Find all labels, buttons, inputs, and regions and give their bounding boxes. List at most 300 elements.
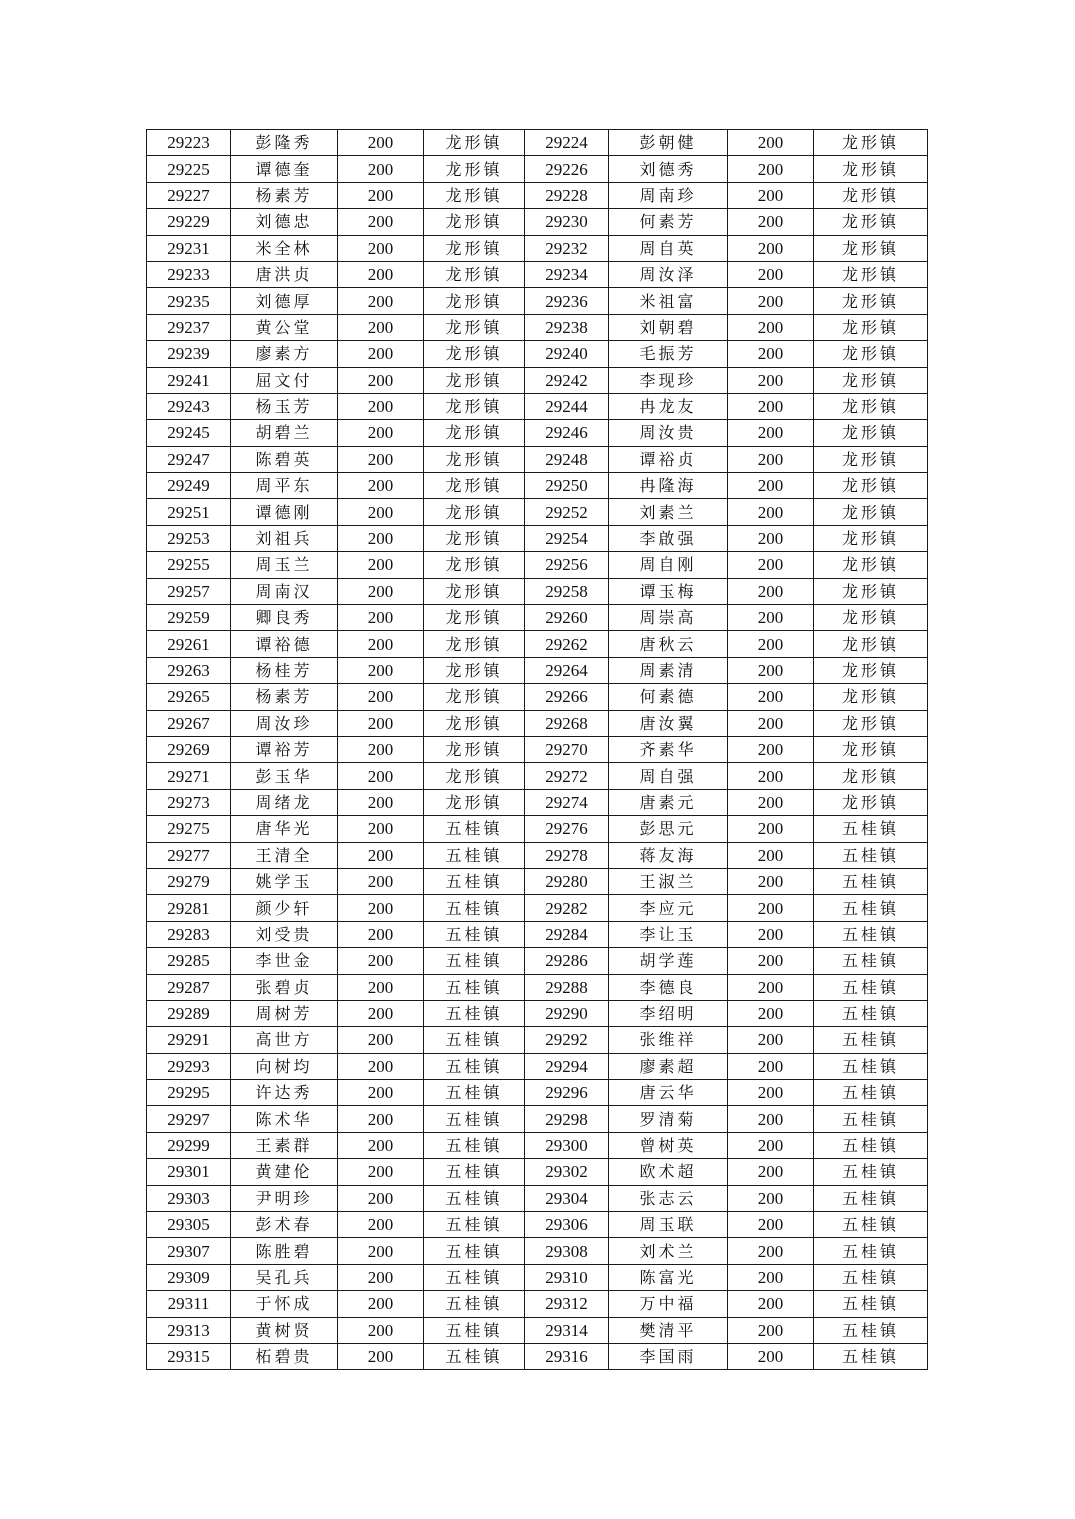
record-id-cell: 29252 [525,499,609,525]
table-row [147,130,928,156]
record-id-cell: 29223 [147,130,231,156]
record-id-cell: 29271 [147,763,231,789]
person-name-cell: 胡学莲 [609,948,728,974]
table-row [147,684,928,710]
table-row [147,631,928,657]
record-id-cell: 29305 [147,1212,231,1238]
person-name-cell: 吴孔兵 [231,1264,338,1290]
record-id-cell: 29309 [147,1264,231,1290]
table-row [147,789,928,815]
amount-cell: 200 [728,288,814,314]
record-id-cell: 29276 [525,816,609,842]
town-cell: 五桂镇 [424,868,525,894]
record-id-cell: 29295 [147,1080,231,1106]
amount-cell: 200 [728,1027,814,1053]
person-name-cell: 周树芳 [231,1000,338,1026]
person-name-cell: 尹明珍 [231,1185,338,1211]
amount-cell: 200 [338,499,424,525]
record-id-cell: 29241 [147,367,231,393]
record-id-cell: 29303 [147,1185,231,1211]
person-name-cell: 李世金 [231,948,338,974]
record-id-cell: 29310 [525,1264,609,1290]
person-name-cell: 张维祥 [609,1027,728,1053]
amount-cell: 200 [728,605,814,631]
person-name-cell: 张志云 [609,1185,728,1211]
person-name-cell: 欧术超 [609,1159,728,1185]
town-cell: 龙形镇 [814,578,928,604]
record-id-cell: 29294 [525,1053,609,1079]
person-name-cell: 谭德奎 [231,156,338,182]
record-id-cell: 29306 [525,1212,609,1238]
amount-cell: 200 [338,156,424,182]
amount-cell: 200 [728,1159,814,1185]
roster-table-body [147,130,928,1370]
table-row [147,605,928,631]
record-id-cell: 29251 [147,499,231,525]
record-id-cell: 29315 [147,1343,231,1369]
table-row [147,261,928,287]
town-cell: 五桂镇 [424,842,525,868]
town-cell: 龙形镇 [814,473,928,499]
person-name-cell: 刘受贵 [231,921,338,947]
town-cell: 龙形镇 [424,288,525,314]
table-row [147,367,928,393]
record-id-cell: 29245 [147,420,231,446]
person-name-cell: 周平东 [231,473,338,499]
amount-cell: 200 [338,130,424,156]
record-id-cell: 29300 [525,1132,609,1158]
amount-cell: 200 [338,842,424,868]
person-name-cell: 杨桂芳 [231,657,338,683]
record-id-cell: 29258 [525,578,609,604]
amount-cell: 200 [338,921,424,947]
amount-cell: 200 [728,393,814,419]
person-name-cell: 米祖富 [609,288,728,314]
town-cell: 龙形镇 [424,499,525,525]
person-name-cell: 彭隆秀 [231,130,338,156]
town-cell: 龙形镇 [814,631,928,657]
town-cell: 五桂镇 [814,868,928,894]
person-name-cell: 刘德厚 [231,288,338,314]
amount-cell: 200 [728,499,814,525]
person-name-cell: 冉龙友 [609,393,728,419]
table-row [147,1080,928,1106]
town-cell: 龙形镇 [424,578,525,604]
amount-cell: 200 [728,921,814,947]
town-cell: 五桂镇 [424,1027,525,1053]
person-name-cell: 颜少轩 [231,895,338,921]
town-cell: 龙形镇 [424,314,525,340]
amount-cell: 200 [728,261,814,287]
amount-cell: 200 [338,288,424,314]
record-id-cell: 29296 [525,1080,609,1106]
town-cell: 龙形镇 [814,710,928,736]
person-name-cell: 陈富光 [609,1264,728,1290]
town-cell: 五桂镇 [424,974,525,1000]
amount-cell: 200 [728,1080,814,1106]
person-name-cell: 李德良 [609,974,728,1000]
person-name-cell: 屈文付 [231,367,338,393]
record-id-cell: 29283 [147,921,231,947]
record-id-cell: 29231 [147,235,231,261]
person-name-cell: 周自英 [609,235,728,261]
town-cell: 龙形镇 [814,525,928,551]
record-id-cell: 29269 [147,736,231,762]
person-name-cell: 周绪龙 [231,789,338,815]
town-cell: 五桂镇 [424,1080,525,1106]
town-cell: 龙形镇 [424,684,525,710]
person-name-cell: 彭朝健 [609,130,728,156]
amount-cell: 200 [338,1212,424,1238]
record-id-cell: 29304 [525,1185,609,1211]
amount-cell: 200 [338,209,424,235]
person-name-cell: 樊清平 [609,1317,728,1343]
amount-cell: 200 [338,393,424,419]
town-cell: 五桂镇 [424,1132,525,1158]
town-cell: 龙形镇 [814,182,928,208]
town-cell: 龙形镇 [814,367,928,393]
amount-cell: 200 [728,341,814,367]
record-id-cell: 29316 [525,1343,609,1369]
amount-cell: 200 [338,1159,424,1185]
person-name-cell: 黄公堂 [231,314,338,340]
record-id-cell: 29246 [525,420,609,446]
amount-cell: 200 [728,209,814,235]
person-name-cell: 刘术兰 [609,1238,728,1264]
record-id-cell: 29282 [525,895,609,921]
town-cell: 五桂镇 [814,974,928,1000]
record-id-cell: 29254 [525,525,609,551]
amount-cell: 200 [728,235,814,261]
person-name-cell: 周汝珍 [231,710,338,736]
amount-cell: 200 [338,657,424,683]
amount-cell: 200 [338,1291,424,1317]
table-row [147,1159,928,1185]
town-cell: 五桂镇 [814,1027,928,1053]
town-cell: 五桂镇 [814,1343,928,1369]
amount-cell: 200 [338,1080,424,1106]
town-cell: 龙形镇 [814,446,928,472]
table-row [147,1132,928,1158]
record-id-cell: 29230 [525,209,609,235]
person-name-cell: 陈胜碧 [231,1238,338,1264]
amount-cell: 200 [338,578,424,604]
amount-cell: 200 [728,1185,814,1211]
town-cell: 五桂镇 [814,921,928,947]
amount-cell: 200 [338,341,424,367]
amount-cell: 200 [728,130,814,156]
town-cell: 五桂镇 [424,1000,525,1026]
record-id-cell: 29267 [147,710,231,736]
town-cell: 五桂镇 [814,1053,928,1079]
record-id-cell: 29227 [147,182,231,208]
amount-cell: 200 [728,1106,814,1132]
table-row [147,763,928,789]
record-id-cell: 29242 [525,367,609,393]
person-name-cell: 张碧贞 [231,974,338,1000]
amount-cell: 200 [728,314,814,340]
record-id-cell: 29299 [147,1132,231,1158]
amount-cell: 200 [728,1000,814,1026]
town-cell: 龙形镇 [814,420,928,446]
table-row [147,921,928,947]
town-cell: 龙形镇 [424,341,525,367]
person-name-cell: 廖素超 [609,1053,728,1079]
table-row [147,1317,928,1343]
person-name-cell: 刘祖兵 [231,525,338,551]
record-id-cell: 29250 [525,473,609,499]
town-cell: 龙形镇 [424,182,525,208]
town-cell: 龙形镇 [814,789,928,815]
person-name-cell: 曾树英 [609,1132,728,1158]
person-name-cell: 李国雨 [609,1343,728,1369]
amount-cell: 200 [338,816,424,842]
amount-cell: 200 [338,1264,424,1290]
record-id-cell: 29247 [147,446,231,472]
person-name-cell: 杨素芳 [231,684,338,710]
amount-cell: 200 [338,948,424,974]
table-row [147,1212,928,1238]
amount-cell: 200 [728,1053,814,1079]
amount-cell: 200 [338,1343,424,1369]
table-row [147,1053,928,1079]
town-cell: 龙形镇 [424,446,525,472]
table-row [147,948,928,974]
table-row [147,868,928,894]
town-cell: 五桂镇 [814,895,928,921]
person-name-cell: 向树均 [231,1053,338,1079]
record-id-cell: 29307 [147,1238,231,1264]
town-cell: 五桂镇 [424,1343,525,1369]
record-id-cell: 29238 [525,314,609,340]
record-id-cell: 29292 [525,1027,609,1053]
table-row [147,446,928,472]
record-id-cell: 29301 [147,1159,231,1185]
person-name-cell: 米全林 [231,235,338,261]
amount-cell: 200 [338,367,424,393]
town-cell: 五桂镇 [814,816,928,842]
record-id-cell: 29273 [147,789,231,815]
record-id-cell: 29234 [525,261,609,287]
town-cell: 龙形镇 [424,657,525,683]
person-name-cell: 黄树贤 [231,1317,338,1343]
record-id-cell: 29274 [525,789,609,815]
amount-cell: 200 [728,684,814,710]
town-cell: 龙形镇 [424,763,525,789]
record-id-cell: 29224 [525,130,609,156]
roster-table [146,129,928,1370]
person-name-cell: 万中福 [609,1291,728,1317]
town-cell: 龙形镇 [814,235,928,261]
amount-cell: 200 [728,420,814,446]
amount-cell: 200 [728,895,814,921]
record-id-cell: 29314 [525,1317,609,1343]
person-name-cell: 周崇高 [609,605,728,631]
town-cell: 五桂镇 [814,1264,928,1290]
record-id-cell: 29278 [525,842,609,868]
person-name-cell: 许达秀 [231,1080,338,1106]
person-name-cell: 黄建伦 [231,1159,338,1185]
town-cell: 五桂镇 [814,842,928,868]
person-name-cell: 谭裕德 [231,631,338,657]
town-cell: 龙形镇 [814,605,928,631]
amount-cell: 200 [338,525,424,551]
person-name-cell: 罗清菊 [609,1106,728,1132]
record-id-cell: 29308 [525,1238,609,1264]
town-cell: 龙形镇 [814,288,928,314]
table-row [147,393,928,419]
record-id-cell: 29255 [147,552,231,578]
record-id-cell: 29262 [525,631,609,657]
amount-cell: 200 [728,1132,814,1158]
table-row [147,552,928,578]
amount-cell: 200 [728,1291,814,1317]
table-row [147,314,928,340]
table-row [147,499,928,525]
record-id-cell: 29311 [147,1291,231,1317]
table-row [147,842,928,868]
town-cell: 五桂镇 [424,948,525,974]
amount-cell: 200 [338,261,424,287]
town-cell: 五桂镇 [424,1291,525,1317]
person-name-cell: 唐汝翼 [609,710,728,736]
record-id-cell: 29259 [147,605,231,631]
person-name-cell: 彭思元 [609,816,728,842]
amount-cell: 200 [728,736,814,762]
amount-cell: 200 [338,868,424,894]
record-id-cell: 29264 [525,657,609,683]
amount-cell: 200 [338,446,424,472]
person-name-cell: 王清全 [231,842,338,868]
amount-cell: 200 [338,1238,424,1264]
amount-cell: 200 [728,182,814,208]
amount-cell: 200 [338,182,424,208]
town-cell: 龙形镇 [424,393,525,419]
record-id-cell: 29287 [147,974,231,1000]
amount-cell: 200 [728,657,814,683]
table-row [147,473,928,499]
record-id-cell: 29248 [525,446,609,472]
amount-cell: 200 [338,1132,424,1158]
town-cell: 五桂镇 [814,1159,928,1185]
amount-cell: 200 [338,552,424,578]
record-id-cell: 29266 [525,684,609,710]
record-id-cell: 29281 [147,895,231,921]
amount-cell: 200 [728,816,814,842]
person-name-cell: 陈碧英 [231,446,338,472]
record-id-cell: 29272 [525,763,609,789]
person-name-cell: 周素清 [609,657,728,683]
person-name-cell: 唐洪贞 [231,261,338,287]
amount-cell: 200 [338,1106,424,1132]
amount-cell: 200 [728,948,814,974]
person-name-cell: 齐素华 [609,736,728,762]
record-id-cell: 29275 [147,816,231,842]
record-id-cell: 29240 [525,341,609,367]
town-cell: 龙形镇 [814,393,928,419]
person-name-cell: 蒋友海 [609,842,728,868]
amount-cell: 200 [728,473,814,499]
table-row [147,1027,928,1053]
amount-cell: 200 [338,763,424,789]
amount-cell: 200 [728,1264,814,1290]
record-id-cell: 29268 [525,710,609,736]
table-row [147,974,928,1000]
person-name-cell: 王素群 [231,1132,338,1158]
record-id-cell: 29277 [147,842,231,868]
table-row [147,1000,928,1026]
town-cell: 龙形镇 [424,605,525,631]
amount-cell: 200 [338,895,424,921]
amount-cell: 200 [338,974,424,1000]
person-name-cell: 周汝贵 [609,420,728,446]
table-row [147,341,928,367]
record-id-cell: 29261 [147,631,231,657]
table-row [147,1291,928,1317]
amount-cell: 200 [338,1053,424,1079]
record-id-cell: 29285 [147,948,231,974]
town-cell: 五桂镇 [424,1185,525,1211]
town-cell: 龙形镇 [814,552,928,578]
record-id-cell: 29280 [525,868,609,894]
town-cell: 龙形镇 [424,789,525,815]
amount-cell: 200 [338,420,424,446]
person-name-cell: 唐华光 [231,816,338,842]
town-cell: 五桂镇 [814,1185,928,1211]
town-cell: 五桂镇 [814,1132,928,1158]
record-id-cell: 29279 [147,868,231,894]
record-id-cell: 29260 [525,605,609,631]
town-cell: 龙形镇 [814,763,928,789]
town-cell: 龙形镇 [424,130,525,156]
table-row [147,209,928,235]
person-name-cell: 何素德 [609,684,728,710]
record-id-cell: 29226 [525,156,609,182]
record-id-cell: 29249 [147,473,231,499]
town-cell: 五桂镇 [814,948,928,974]
person-name-cell: 于怀成 [231,1291,338,1317]
town-cell: 龙形镇 [424,525,525,551]
amount-cell: 200 [338,1027,424,1053]
amount-cell: 200 [728,1238,814,1264]
town-cell: 龙形镇 [814,499,928,525]
person-name-cell: 杨玉芳 [231,393,338,419]
amount-cell: 200 [728,156,814,182]
record-id-cell: 29239 [147,341,231,367]
person-name-cell: 周南汉 [231,578,338,604]
person-name-cell: 周自强 [609,763,728,789]
amount-cell: 200 [338,314,424,340]
person-name-cell: 陈术华 [231,1106,338,1132]
record-id-cell: 29288 [525,974,609,1000]
person-name-cell: 刘德忠 [231,209,338,235]
town-cell: 龙形镇 [424,710,525,736]
town-cell: 龙形镇 [424,631,525,657]
table-row [147,736,928,762]
person-name-cell: 卿良秀 [231,605,338,631]
amount-cell: 200 [338,789,424,815]
town-cell: 五桂镇 [424,1212,525,1238]
town-cell: 龙形镇 [424,367,525,393]
town-cell: 五桂镇 [424,1264,525,1290]
town-cell: 五桂镇 [424,1159,525,1185]
town-cell: 五桂镇 [814,1317,928,1343]
table-row [147,816,928,842]
person-name-cell: 周南珍 [609,182,728,208]
town-cell: 龙形镇 [814,341,928,367]
amount-cell: 200 [338,710,424,736]
amount-cell: 200 [728,367,814,393]
